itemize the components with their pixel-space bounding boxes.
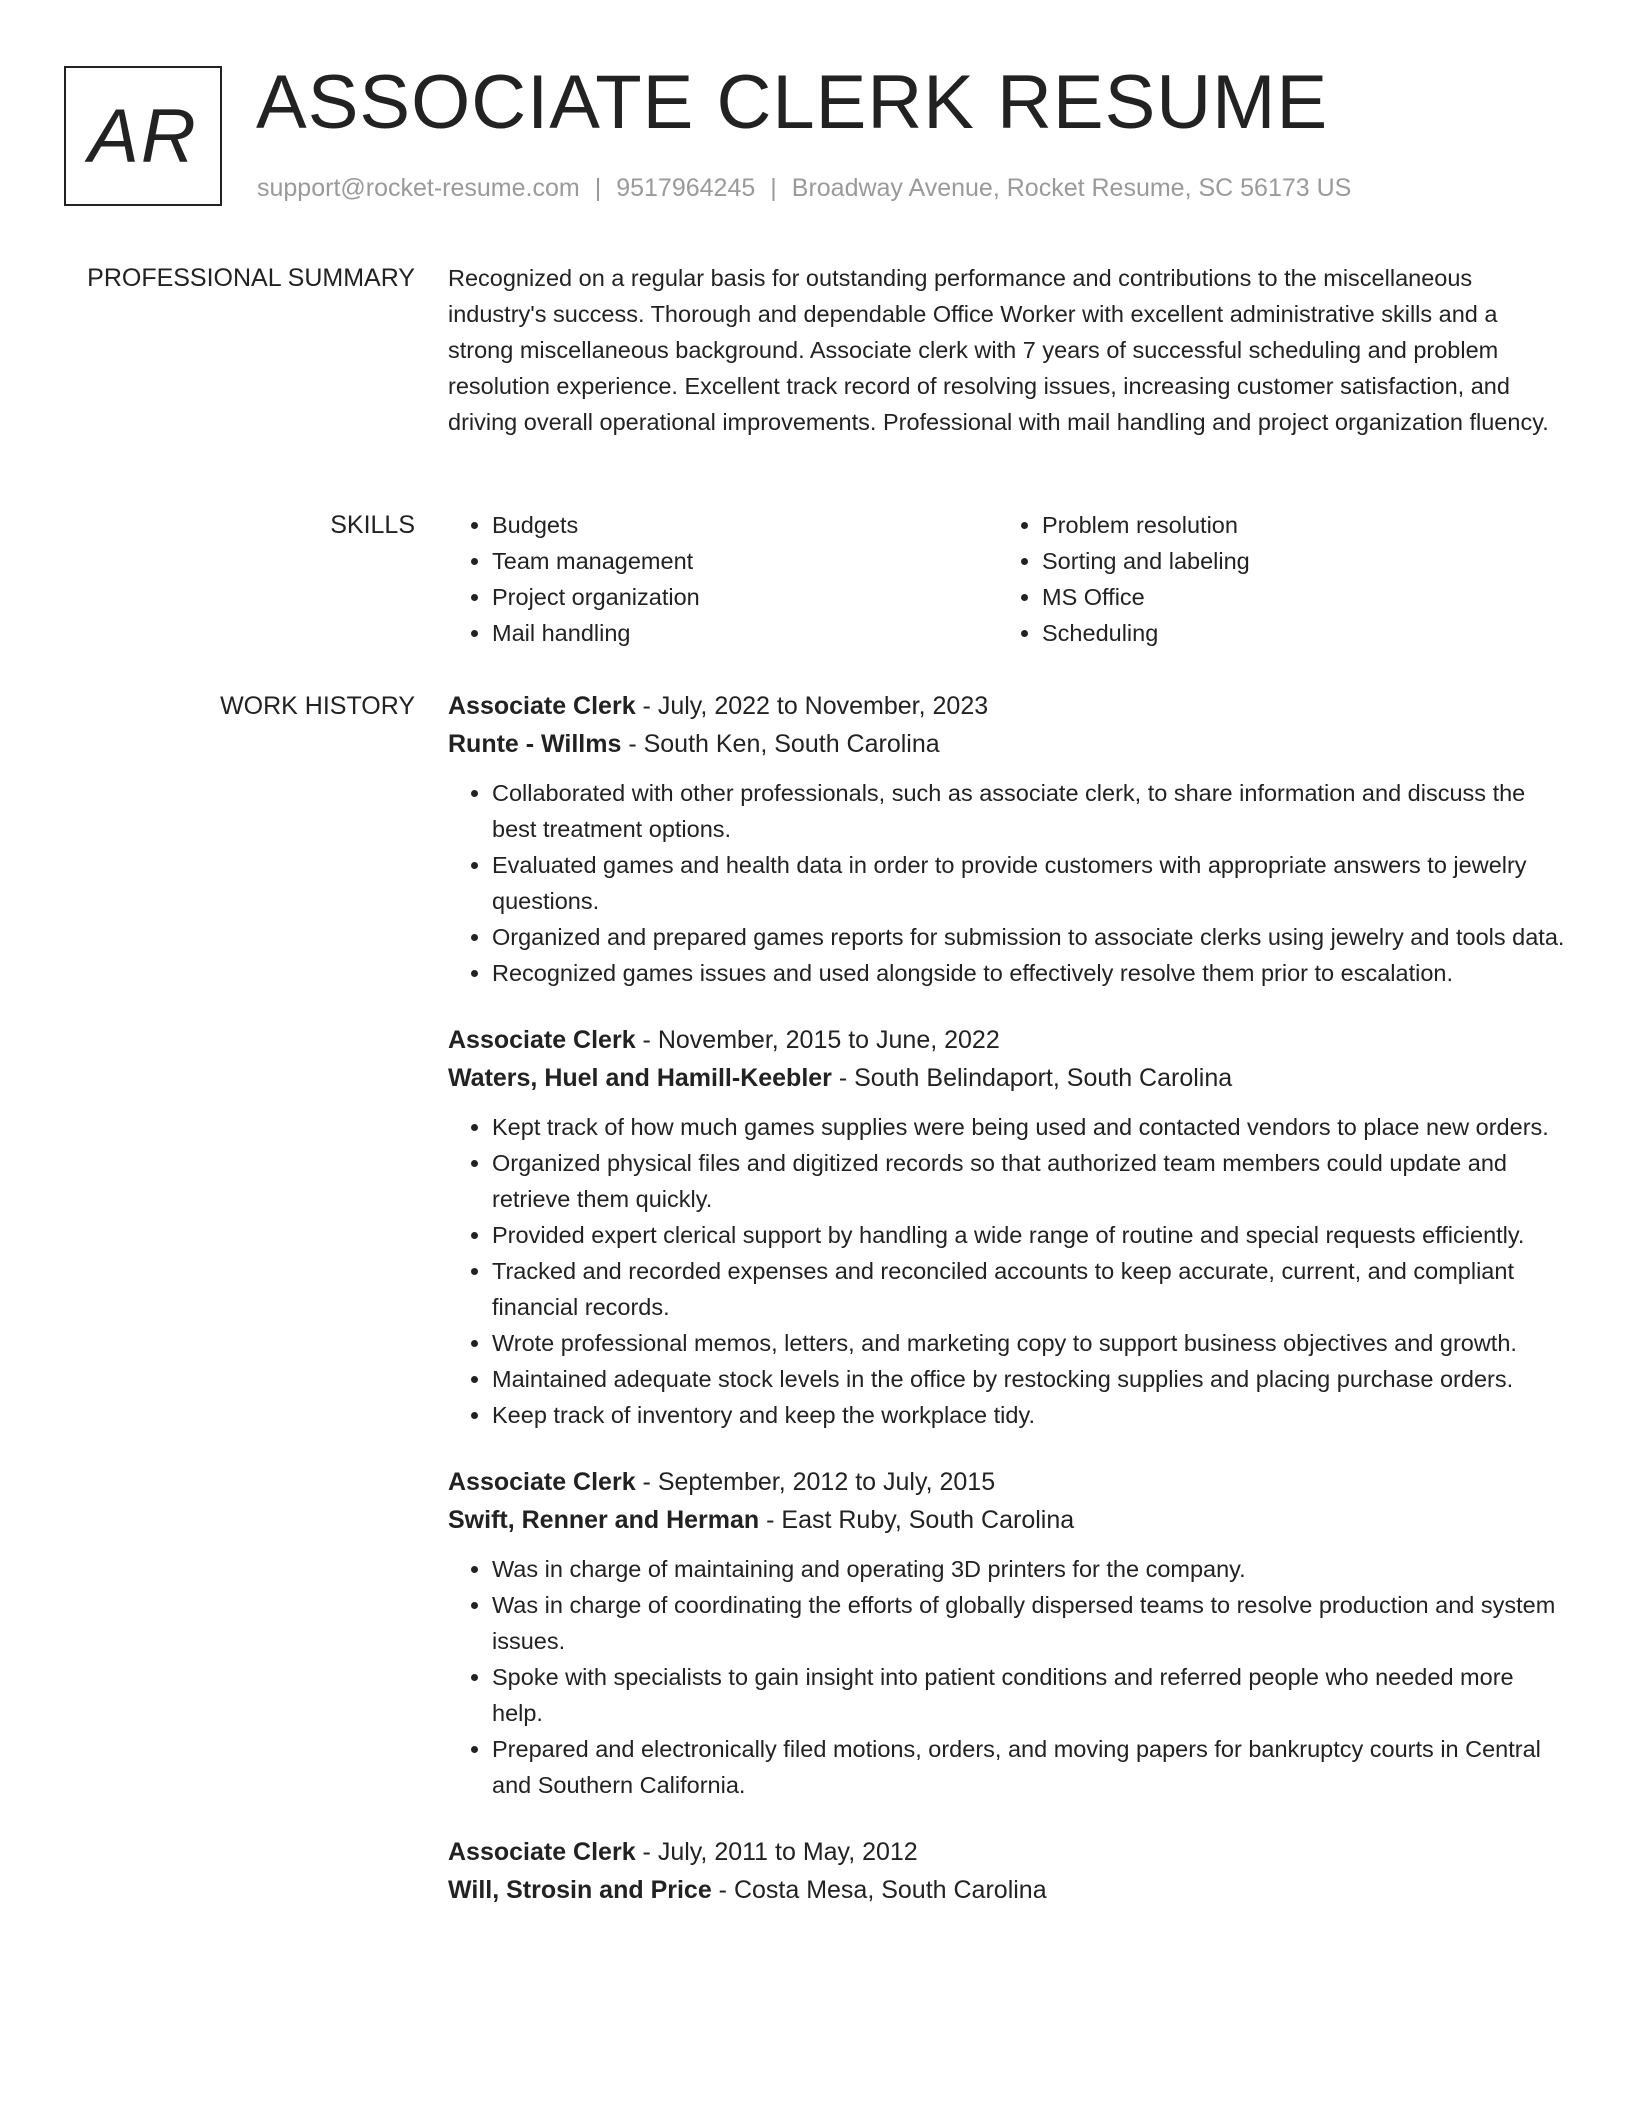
job-bullet: • Recognized games issues and used alongside to effectively resolve them prior to escalation. — [492, 955, 1568, 991]
job-bullets — [448, 1551, 1568, 1803]
contact-address: Broadway Avenue, Rocket Resume, SC 56173 US — [791, 174, 1352, 202]
job-bullet: • Wrote professional memos, letters, and marketing copy to support business objectives and growth. — [492, 1325, 1568, 1361]
monogram-initials: AR — [88, 93, 198, 179]
job-entry — [448, 1833, 1568, 1909]
skills-label: SKILLS — [330, 511, 415, 539]
monogram-box — [64, 66, 222, 206]
job-company-line — [448, 725, 1568, 763]
job-entry — [448, 687, 1568, 991]
job-dates: - November, 2015 to June, 2022 — [635, 1026, 1000, 1054]
job-bullet: • Collaborated with other professionals, such as associate clerk, to share information and discuss the best treatment options. — [492, 775, 1568, 847]
job-bullet: • Maintained adequate stock levels in the office by restocking supplies and placing purchase orders. — [492, 1361, 1568, 1397]
summary-content — [448, 260, 1568, 440]
job-bullet: • Tracked and recorded expenses and reconciled accounts to keep accurate, current, and compliant financial records. — [492, 1253, 1568, 1325]
skills-list-right — [998, 507, 1548, 651]
job-location: - South Ken, South Carolina — [621, 730, 940, 758]
job-title: Associate Clerk — [448, 1468, 636, 1496]
skill-item: • Team management — [492, 543, 998, 579]
job-bullet: • Keep track of inventory and keep the workplace tidy. — [492, 1397, 1568, 1433]
job-company-line — [448, 1871, 1568, 1909]
job-company: Swift, Renner and Herman — [448, 1506, 760, 1534]
job-dates: - September, 2012 to July, 2015 — [635, 1468, 996, 1496]
job-dates: - July, 2011 to May, 2012 — [635, 1838, 918, 1866]
job-bullet: • Organized physical files and digitized records so that authorized team members could update and retrieve them quickly. — [492, 1145, 1568, 1217]
job-title-line — [448, 1833, 1568, 1871]
job-location: - Costa Mesa, South Carolina — [711, 1876, 1047, 1904]
job-location: - South Belindaport, South Carolina — [831, 1064, 1233, 1092]
work-history-content — [448, 687, 1568, 1939]
job-title-line — [448, 687, 1568, 725]
skills-content — [448, 507, 1568, 651]
job-entry — [448, 1463, 1568, 1803]
job-bullets — [448, 1109, 1568, 1433]
contact-line — [257, 174, 1351, 203]
skills-list-left — [448, 507, 998, 651]
job-bullet: • Provided expert clerical support by handling a wide range of routine and special requests efficiently. — [492, 1217, 1568, 1253]
job-bullets — [448, 775, 1568, 991]
resume-title: ASSOCIATE CLERK RESUME — [256, 60, 1329, 145]
skill-item: • Sorting and labeling — [1042, 543, 1548, 579]
contact-phone[interactable]: 9517964245 — [616, 174, 756, 202]
contact-separator: | — [770, 174, 777, 202]
job-location: - East Ruby, South Carolina — [759, 1506, 1075, 1534]
job-title-line — [448, 1021, 1568, 1059]
work-history-label: WORK HISTORY — [220, 692, 415, 720]
job-bullet: • Spoke with specialists to gain insight into patient conditions and referred people who needed more help. — [492, 1659, 1568, 1731]
summary-label: PROFESSIONAL SUMMARY — [87, 264, 415, 292]
job-bullet: • Organized and prepared games reports for submission to associate clerks using jewelry and tools data. — [492, 919, 1568, 955]
skill-item: • Problem resolution — [1042, 507, 1548, 543]
job-company: Will, Strosin and Price — [448, 1876, 712, 1904]
job-company: Waters, Huel and Hamill-Keebler — [448, 1064, 832, 1092]
job-title: Associate Clerk — [448, 692, 636, 720]
job-bullet: • Evaluated games and health data in order to provide customers with appropriate answers to jewelry questions. — [492, 847, 1568, 919]
job-company-line — [448, 1059, 1568, 1097]
job-title: Associate Clerk — [448, 1026, 636, 1054]
job-bullet: • Was in charge of maintaining and operating 3D printers for the company. — [492, 1551, 1568, 1587]
job-bullet: • Was in charge of coordinating the efforts of globally dispersed teams to resolve production and system issues. — [492, 1587, 1568, 1659]
job-bullet: • Prepared and electronically filed motions, orders, and moving papers for bankruptcy courts in Central and Southern California. — [492, 1731, 1568, 1803]
contact-email[interactable]: support@rocket-resume.com — [257, 174, 580, 202]
contact-separator: | — [594, 174, 602, 202]
job-entry — [448, 1021, 1568, 1433]
job-company: Runte - Willms — [448, 730, 622, 758]
job-title: Associate Clerk — [448, 1838, 636, 1866]
skill-item: • Project organization — [492, 579, 998, 615]
summary-text: Recognized on a regular basis for outstanding performance and contributions to the miscellaneous industry's success. Thorough and dependable Office Worker with excellent administrative skills and a strong miscellaneous background. Associate clerk with 7 years of successful scheduling and problem resolution experience. Excellent track record of resolving issues, increasing customer satisfaction, and driving overall operational improvements. Professional with mail handling and project organization fluency. — [448, 265, 1549, 435]
job-company-line — [448, 1501, 1568, 1539]
job-bullet: • Kept track of how much games supplies were being used and contacted vendors to place new orders. — [492, 1109, 1568, 1145]
job-title-line — [448, 1463, 1568, 1501]
skill-item: • Mail handling — [492, 615, 998, 651]
skill-item: • Budgets — [492, 507, 998, 543]
skill-item: • Scheduling — [1042, 615, 1548, 651]
skill-item: • MS Office — [1042, 579, 1548, 615]
job-dates: - July, 2022 to November, 2023 — [635, 692, 989, 720]
